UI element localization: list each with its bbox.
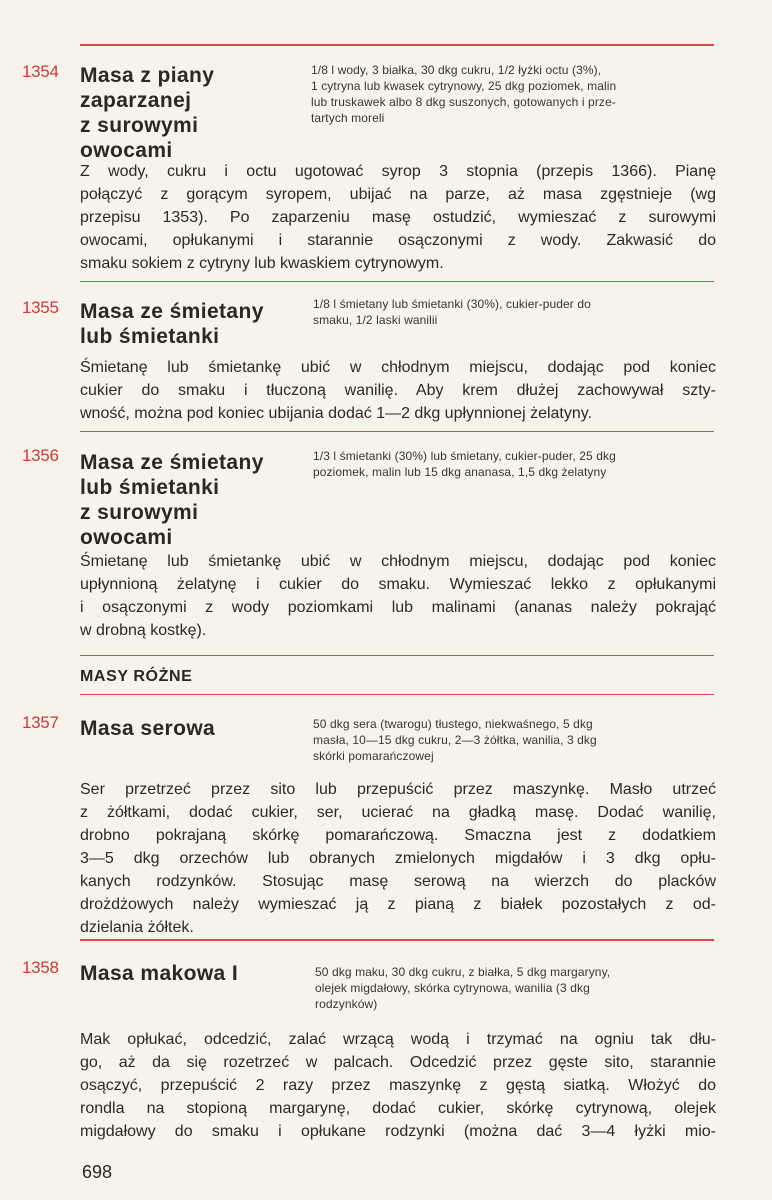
recipe-title-line: Masa z piany bbox=[80, 64, 215, 87]
ingredient-line: 1 cytryna lub kwasek cytrynowy, 25 dkg poziomek, malin bbox=[311, 79, 617, 93]
ingredient-line: 1/8 l śmietany lub śmietanki (30%), cukier-puder do bbox=[313, 297, 591, 311]
method-line: migdałowy do smaku i opłukane rodzynki (można dać 3—4 łyżki mio- bbox=[80, 1123, 716, 1140]
method-line: kanych rodzynków. Stosując masę serową na wierzch do placków bbox=[80, 873, 716, 890]
recipe-method bbox=[80, 778, 716, 939]
method-line: drożdżowych należy wymieszać ją z pianą z białek pozostałych z od- bbox=[80, 896, 716, 913]
method-line: Śmietanę lub śmietankę ubić w chłodnym miejscu, dodając pod koniec bbox=[80, 359, 716, 376]
ingredient-line: 1/8 l wody, 3 białka, 30 dkg cukru, 1/2 łyżki octu (3%), bbox=[311, 63, 602, 77]
recipe-number: 1357 bbox=[22, 713, 59, 732]
ingredient-line: rodzynków) bbox=[315, 997, 378, 1011]
recipe-title bbox=[80, 716, 215, 741]
method-line: z żółtkami, dodać cukier, ser, ucierać na gładką masę. Dodać wanilię, bbox=[80, 804, 716, 821]
method-line: połączyć z gorącym syropem, ubijać na parze, aż masa zgęstnieje (wg bbox=[80, 186, 716, 203]
method-line: 3—5 dkg orzechów lub obranych zmielonych migdałów i 3 dkg opłu- bbox=[80, 850, 716, 867]
ingredient-line: tartych moreli bbox=[311, 111, 385, 125]
recipe-title bbox=[80, 450, 264, 550]
ingredient-line: 50 dkg maku, 30 dkg cukru, z białka, 5 dkg margaryny, bbox=[315, 965, 611, 979]
recipe-number: 1358 bbox=[22, 958, 59, 977]
recipe-title-line: Masa makowa I bbox=[80, 962, 239, 985]
method-line: Mak opłukać, odcedzić, zalać wrzącą wodą i trzymać na ogniu tak dłu- bbox=[80, 1031, 716, 1048]
recipe-method bbox=[80, 550, 716, 642]
recipe-title-line: Masa ze śmietany bbox=[80, 451, 264, 474]
method-line: owocami, opłukanymi i starannie osączonymi z wody. Zakwasić do bbox=[80, 232, 716, 249]
method-line: Ser przetrzeć przez sito lub przepuścić przez maszynkę. Masło utrzeć bbox=[80, 781, 716, 798]
recipe-title-line: z surowymi bbox=[80, 501, 199, 524]
method-line: rondla na stopioną margarynę, dodać cukier, skórkę cytrynową, olejek bbox=[80, 1100, 716, 1117]
method-line: osączyć, przepuścić 2 razy przez maszynkę z gęstą siatką. Włożyć do bbox=[80, 1077, 716, 1094]
method-line: smaku sokiem z cytryny lub kwaskiem cytrynowym. bbox=[80, 255, 444, 272]
method-line: upłynnioną żelatynę i cukier do smaku. Wymieszać lekko z opłukanymi bbox=[80, 576, 716, 593]
divider-rule bbox=[80, 939, 714, 941]
method-line: cukier do smaku i tłuczoną wanilię. Aby krem dłużej zachowywał szty- bbox=[80, 382, 716, 399]
recipe-number: 1356 bbox=[22, 446, 59, 465]
method-line: przepisu 1353). Po zaparzeniu masę ostudzić, wymieszać z surowymi bbox=[80, 209, 716, 226]
method-line: drobno pokrajaną skórkę pomarańczową. Smaczna jest z dodatkiem bbox=[80, 827, 716, 844]
divider-rule bbox=[80, 655, 714, 656]
ingredient-list bbox=[315, 964, 610, 1012]
recipe-title-line: z surowymi bbox=[80, 114, 199, 137]
ingredient-list bbox=[313, 716, 597, 764]
divider-rule bbox=[80, 281, 714, 282]
recipe-title bbox=[80, 63, 214, 163]
recipe-title-line: zaparzanej bbox=[80, 89, 192, 112]
method-line: i osączonymi z wody poziomkami lub malinami (ananas należy pokrająć bbox=[80, 599, 716, 616]
recipe-method bbox=[80, 160, 716, 275]
recipe-title-line: Masa ze śmietany bbox=[80, 300, 264, 323]
ingredient-line: 50 dkg sera (twarogu) tłustego, niekwaśnego, 5 dkg bbox=[313, 717, 593, 731]
ingredient-line: lub truskawek albo 8 dkg suszonych, gotowanych i prze- bbox=[311, 95, 616, 109]
ingredient-line: 1/3 l śmietanki (30%) lub śmietany, cukier-puder, 25 dkg bbox=[313, 449, 616, 463]
method-line: wność, można pod koniec ubijania dodać 1—2 dkg upłynnionej żelatyny. bbox=[80, 405, 593, 422]
method-line: Śmietanę lub śmietankę ubić w chłodnym miejscu, dodając pod koniec bbox=[80, 553, 716, 570]
ingredient-list bbox=[313, 448, 616, 480]
ingredient-line: skórki pomarańczowej bbox=[313, 749, 434, 763]
recipe-title-line: owocami bbox=[80, 526, 173, 549]
recipe-title bbox=[80, 299, 264, 349]
method-line: Z wody, cukru i octu ugotować syrop 3 stopnia (przepis 1366). Pianę bbox=[80, 163, 716, 180]
recipe-title-line: lub śmietanki bbox=[80, 325, 220, 348]
recipe-title-line: lub śmietanki bbox=[80, 476, 220, 499]
method-line: w drobną kostkę). bbox=[80, 622, 207, 639]
recipe-title-line: owocami bbox=[80, 139, 173, 162]
ingredient-line: masła, 10—15 dkg cukru, 2—3 żółtka, wanilia, 3 dkg bbox=[313, 733, 597, 747]
recipe-title-line: Masa serowa bbox=[80, 717, 216, 740]
ingredient-line: poziomek, malin lub 15 dkg ananasa, 1,5 dkg żelatyny bbox=[313, 465, 607, 479]
recipe-method bbox=[80, 356, 716, 425]
ingredient-line: olejek migdałowy, skórka cytrynowa, wanilia (3 dkg bbox=[315, 981, 590, 995]
method-line: go, aż da się rozetrzeć w palcach. Odcedzić przez gęste sito, starannie bbox=[80, 1054, 716, 1071]
divider-rule bbox=[80, 44, 714, 46]
recipe-method bbox=[80, 1028, 716, 1143]
page-number: 698 bbox=[82, 1162, 113, 1182]
divider-rule bbox=[80, 694, 714, 695]
ingredient-line: smaku, 1/2 laski wanilii bbox=[313, 313, 438, 327]
recipe-title bbox=[80, 961, 238, 986]
ingredient-list bbox=[313, 296, 591, 328]
recipe-number: 1354 bbox=[22, 62, 59, 81]
method-line: dzielania żółtek. bbox=[80, 919, 194, 936]
ingredient-list bbox=[311, 62, 616, 126]
divider-rule bbox=[80, 431, 714, 432]
section-heading: MASY RÓŻNE bbox=[80, 668, 193, 685]
recipe-number: 1355 bbox=[22, 298, 59, 317]
